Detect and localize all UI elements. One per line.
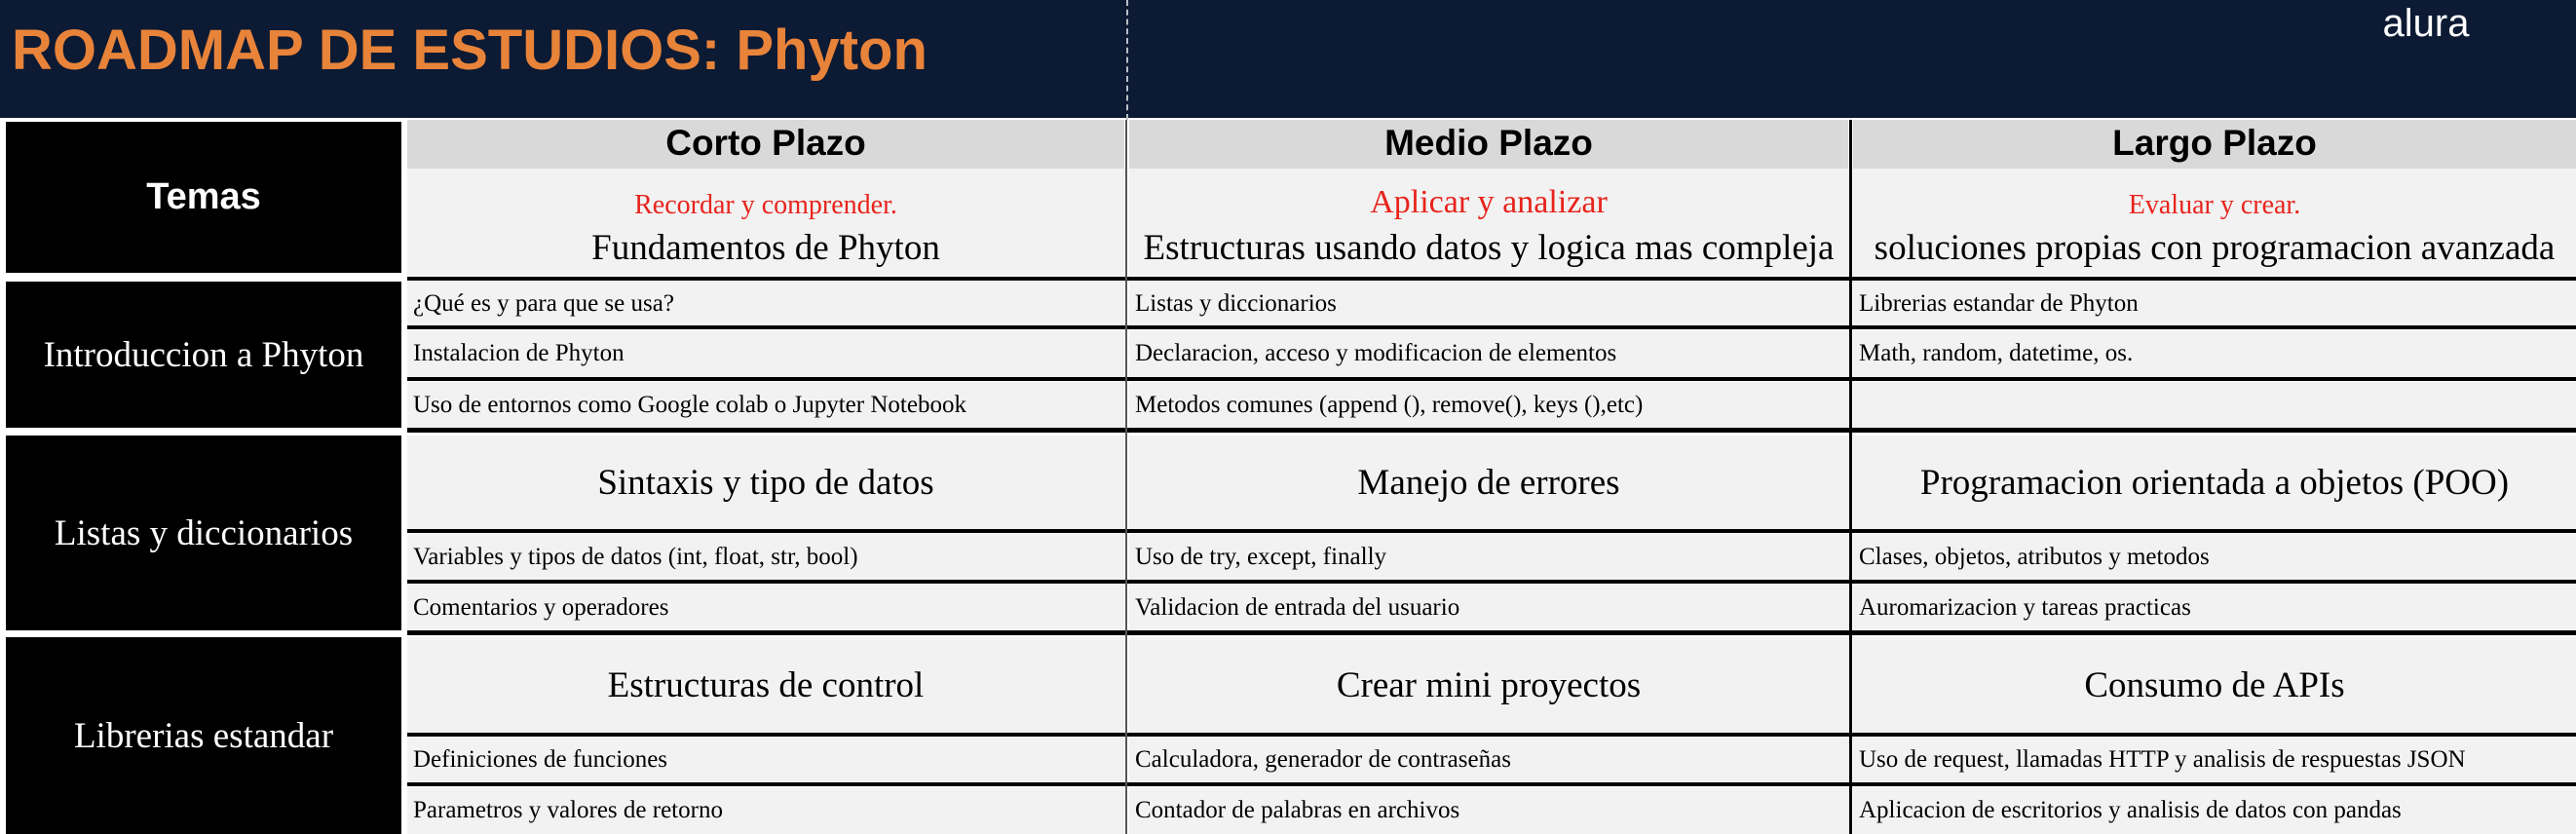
table-cell: Validacion de entrada del usuario	[1129, 585, 1848, 630]
table-cell: Uso de try, except, finally	[1129, 534, 1848, 580]
focus-text: Fundamentos de Phyton	[591, 228, 940, 268]
table-cell: Contador de palabras en archivos	[1129, 787, 1848, 834]
table-cell: Metodos comunes (append (), remove(), keys (),etc)	[1129, 382, 1848, 428]
column-divider	[1125, 120, 1127, 834]
focus-text: soluciones propias con programacion avanzada	[1874, 228, 2556, 268]
table-cell: Comentarios y operadores	[407, 585, 1124, 630]
goal-text: Evaluar y crear.	[2128, 190, 2301, 220]
table-cell: Aplicacion de escritorios y analisis de datos con pandas	[1853, 787, 2576, 834]
table-cell: Clases, objetos, atributos y metodos	[1853, 534, 2576, 580]
table-cell: Librerias estandar de Phyton	[1853, 282, 2576, 325]
section-heading: Crear mini proyectos	[1129, 637, 1848, 733]
focus-text: Estructuras usando datos y logica mas compleja	[1143, 228, 1835, 268]
table-cell	[1853, 382, 2576, 428]
section-heading: Estructuras de control	[407, 637, 1124, 733]
table-cell: ¿Qué es y para que se usa?	[407, 282, 1124, 325]
table-cell: Parametros y valores de retorno	[407, 787, 1124, 834]
row-divider	[407, 529, 2576, 533]
table-cell: Instalacion de Phyton	[407, 330, 1124, 377]
column-header-corto-plazo: Corto Plazo	[407, 120, 1124, 169]
section-heading: Programacion orientada a objetos (POO)	[1853, 436, 2576, 529]
goal-text: Recordar y comprender.	[634, 190, 897, 220]
alura-logo: alura	[2382, 2, 2470, 45]
column-header-largo-plazo: Largo Plazo	[1853, 120, 2576, 169]
section-heading: Manejo de errores	[1129, 436, 1848, 529]
column-goal-largo-plazo	[1853, 169, 2576, 276]
page-break-guide	[1126, 0, 1128, 120]
row-divider	[407, 782, 2576, 786]
row-divider	[407, 325, 2576, 329]
category-introduccion: Introduccion a Phyton	[6, 282, 401, 428]
table-cell: Declaracion, acceso y modificacion de elementos	[1129, 330, 1848, 377]
table-cell: Variables y tipos de datos (int, float, str, bool)	[407, 534, 1124, 580]
table-cell: Uso de request, llamadas HTTP y analisis de respuestas JSON	[1853, 738, 2576, 782]
row-divider	[407, 630, 2576, 635]
goal-text: Aplicar y analizar	[1370, 184, 1608, 220]
page-title: ROADMAP DE ESTUDIOS: Phyton	[12, 19, 928, 82]
table-cell: Uso de entornos como Google colab o Jupyter Notebook	[407, 382, 1124, 428]
table-cell: Listas y diccionarios	[1129, 282, 1848, 325]
table-cell: Math, random, datetime, os.	[1853, 330, 2576, 377]
section-heading: Consumo de APIs	[1853, 637, 2576, 733]
table-cell: Calculadora, generador de contraseñas	[1129, 738, 1848, 782]
row-divider	[407, 428, 2576, 433]
column-divider	[1849, 120, 1852, 834]
row-divider	[407, 377, 2576, 381]
row-divider	[407, 580, 2576, 584]
category-listas: Listas y diccionarios	[6, 436, 401, 630]
column-goal-medio-plazo	[1129, 169, 1848, 276]
category-librerias: Librerias estandar	[6, 637, 401, 834]
column-header-medio-plazo: Medio Plazo	[1129, 120, 1848, 169]
topics-header: Temas	[6, 122, 401, 273]
row-divider	[407, 733, 2576, 737]
row-divider	[407, 277, 2576, 281]
table-cell: Auromarizacion y tareas practicas	[1853, 585, 2576, 630]
table-cell: Definiciones de funciones	[407, 738, 1124, 782]
section-heading: Sintaxis y tipo de datos	[407, 436, 1124, 529]
column-goal-corto-plazo	[407, 169, 1124, 276]
